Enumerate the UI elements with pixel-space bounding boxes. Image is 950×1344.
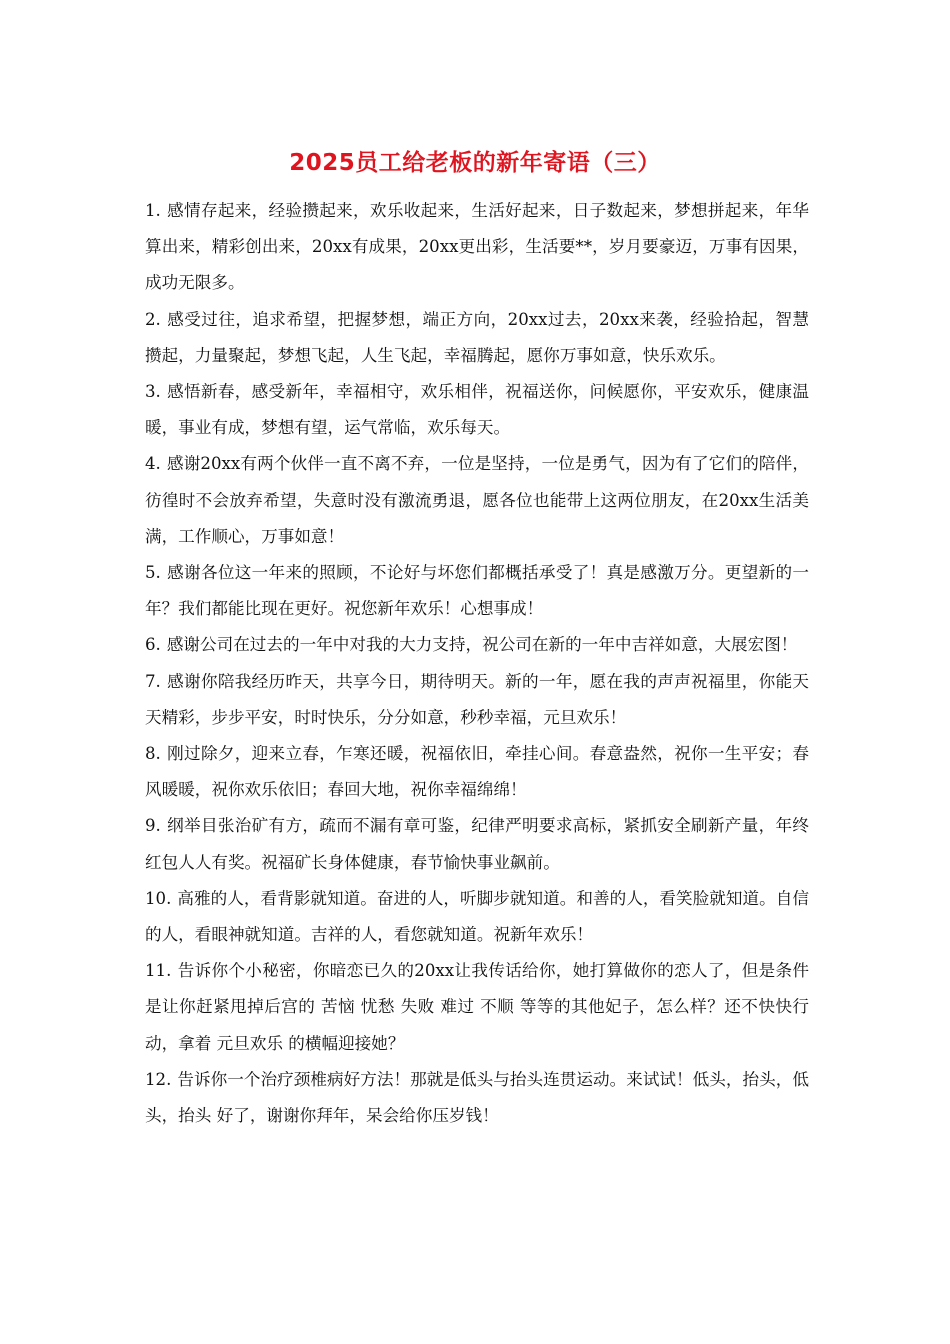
item-text: 告诉你一个治疗颈椎病好方法！那就是低头与抬头连贯运动。来试试！低头，抬头，低头，抬头 好了，谢谢你拜年，呆会给你压岁钱！ (145, 1069, 809, 1126)
list-item (145, 627, 809, 663)
item-number: 3. (145, 382, 161, 402)
item-text: 感谢你陪我经历昨天，共享今日，期待明天。新的一年，愿在我的声声祝福里，你能天天精彩，步步平安，时时快乐，分分如意，秒秒幸福，元旦欢乐！ (145, 671, 809, 727)
item-number: 12. (145, 1069, 172, 1089)
item-text: 刚过除夕，迎来立春，乍寒还暖，祝福依旧，牵挂心间。春意盎然，祝你一生平安；春风暖暖，祝你欢乐依旧；春回大地，祝你幸福绵绵！ (145, 744, 809, 800)
item-number: 9. (145, 816, 161, 836)
document-body (145, 193, 809, 1134)
list-item (145, 193, 809, 302)
list-item (145, 446, 809, 555)
item-number: 11. (145, 961, 172, 981)
item-number: 7. (145, 671, 161, 691)
list-item (145, 302, 809, 374)
item-text: 感悟新春，感受新年，幸福相守，欢乐相伴，祝福送你，问候愿你，平安欢乐，健康温暖，事业有成，梦想有望，运气常临，欢乐每天。 (145, 382, 809, 438)
item-text: 告诉你个小秘密，你暗恋已久的20xx让我传话给你，她打算做你的恋人了，但是条件是让你赶紧甩掉后宫的 苦恼 忧愁 失败 难过 不顺 等等的其他妃子，怎么样？还不快快行动，拿着 元旦欢乐 的横幅迎接她？ (145, 961, 809, 1053)
item-number: 2. (145, 309, 161, 329)
item-text: 感谢各位这一年来的照顾，不论好与坏您们都概括承受了！真是感激万分。更望新的一年？我们都能比现在更好。祝您新年欢乐！心想事成！ (145, 563, 809, 619)
item-number: 5. (145, 563, 161, 583)
item-text: 高雅的人，看背影就知道。奋进的人，听脚步就知道。和善的人，看笑脸就知道。自信的人，看眼神就知道。吉祥的人，看您就知道。祝新年欢乐！ (145, 888, 809, 945)
item-text: 纲举目张治矿有方，疏而不漏有章可鉴，纪律严明要求高标，紧抓安全刷新产量，年终红包人人有奖。祝福矿长身体健康，春节愉快事业飙前。 (145, 816, 809, 872)
item-number: 4. (145, 454, 161, 474)
list-item (145, 555, 809, 627)
item-number: 6. (145, 635, 161, 655)
item-text: 感谢20xx有两个伙伴一直不离不弃，一位是坚持，一位是勇气，因为有了它们的陪伴，彷徨时不会放弃希望，失意时没有激流勇退，愿各位也能带上这两位朋友，在20xx生活美满，工作顺心，万事如意！ (145, 454, 809, 546)
list-item (145, 881, 809, 953)
item-number: 10. (145, 888, 172, 908)
item-text: 感受过往，追求希望，把握梦想，端正方向，20xx过去，20xx来袭，经验拾起，智慧攒起，力量聚起，梦想飞起，人生飞起，幸福腾起，愿你万事如意，快乐欢乐。 (145, 309, 809, 365)
list-item (145, 736, 809, 808)
list-item (145, 808, 809, 880)
document-title: 2025员工给老板的新年寄语（三） (289, 150, 661, 176)
list-item (145, 664, 809, 736)
item-number: 8. (145, 744, 161, 764)
item-text: 感情存起来，经验攒起来，欢乐收起来，生活好起来，日子数起来，梦想拼起来，年华算出来，精彩创出来，20xx有成果，20xx更出彩，生活要**，岁月要豪迈，万事有因果，成功无限多。 (145, 201, 809, 293)
list-item (145, 1062, 809, 1134)
item-text: 感谢公司在过去的一年中对我的大力支持，祝公司在新的一年中吉祥如意，大展宏图！ (166, 635, 798, 655)
list-item (145, 953, 809, 1062)
item-number: 1. (145, 201, 161, 220)
list-item (145, 374, 809, 446)
